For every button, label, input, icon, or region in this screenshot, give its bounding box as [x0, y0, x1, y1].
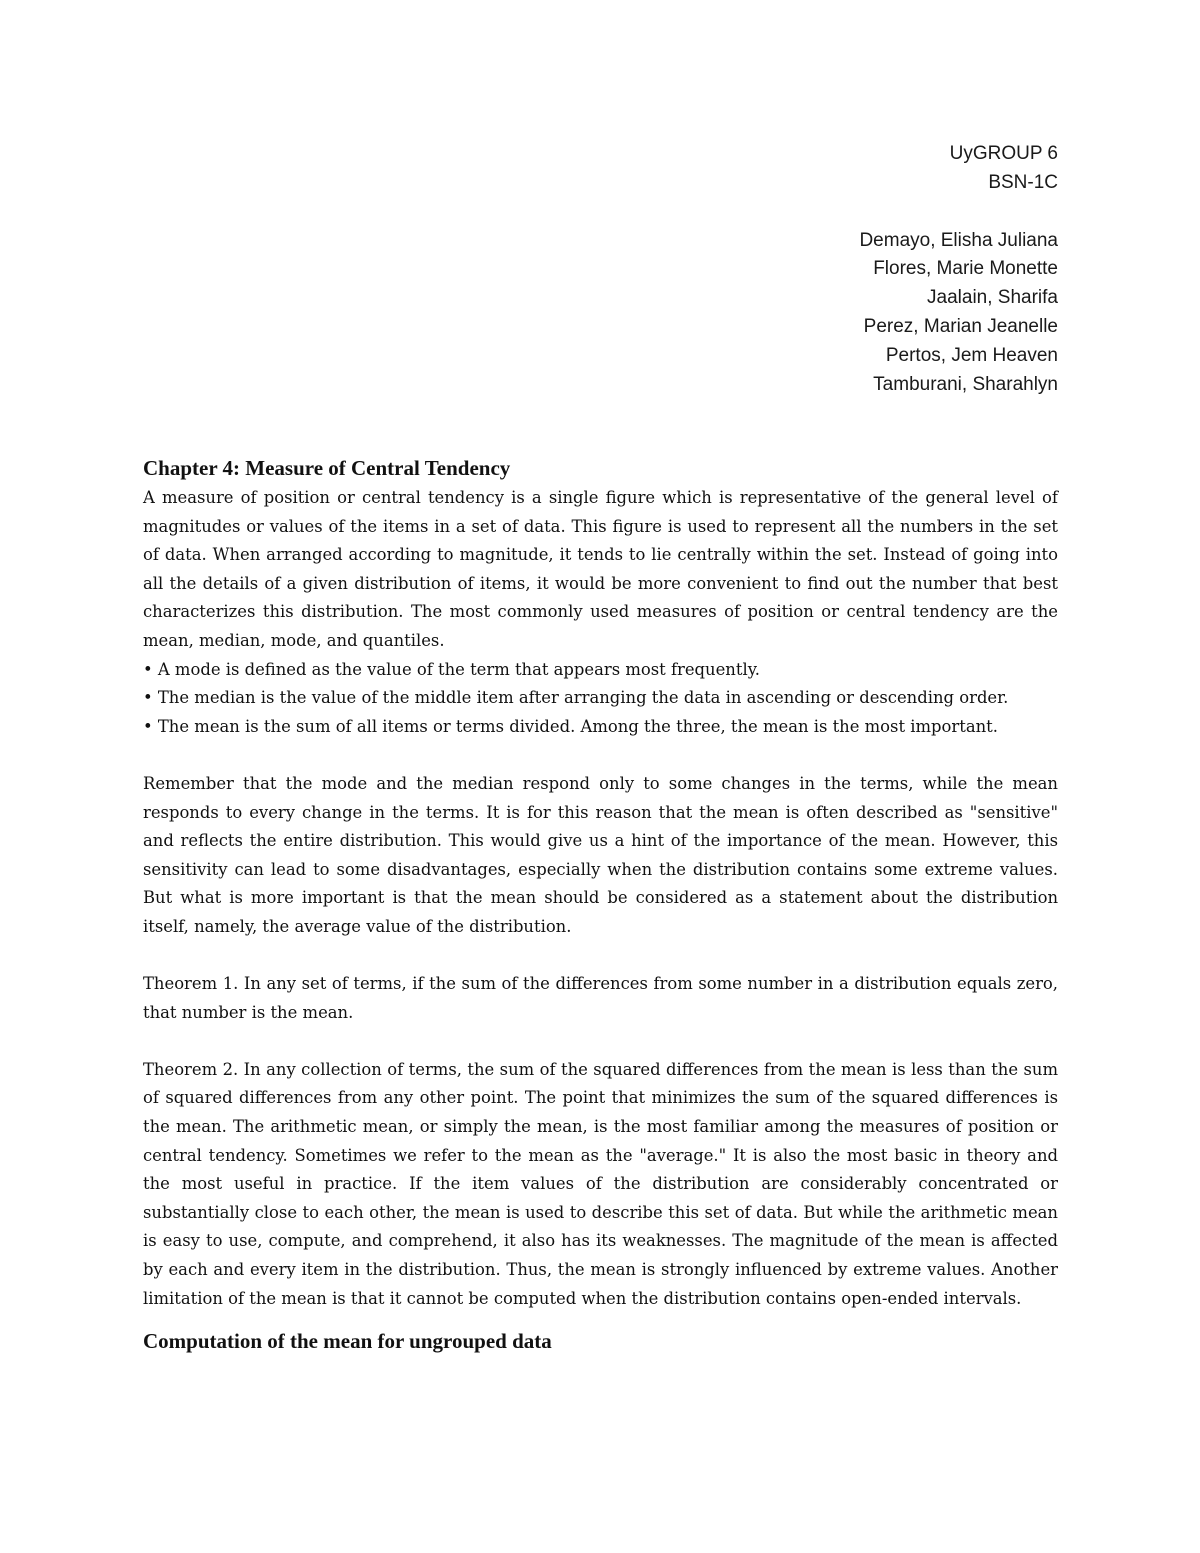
group-name: UyGROUP 6 [949, 143, 1058, 164]
member-name: Demayo, Elisha Juliana [859, 229, 1058, 251]
document-body [143, 452, 1058, 1356]
bullet-median: • The median is the value of the middle item after arranging the data in ascending or descending order. [143, 688, 1009, 708]
member-name: Jaalain, Sharifa [927, 287, 1058, 309]
member-name: Perez, Marian Jeanelle [863, 315, 1058, 337]
chapter-title: Chapter 4: Measure of Central Tendency [143, 456, 511, 480]
paragraph-gap [143, 1027, 1058, 1056]
section-title: Computation of the mean for ungrouped data [143, 1329, 552, 1354]
paragraph-gap [143, 741, 1058, 770]
header-gap [859, 198, 1058, 227]
bullet-mean: • The mean is the sum of all items or terms divided. Among the three, the mean is the most important. [143, 716, 998, 736]
theorem-1-paragraph: Theorem 1. In any set of terms, if the sum of the differences from some number in a distribution equals zero, that number is the mean. [143, 974, 1058, 1022]
member-name: Pertos, Jem Heaven [885, 344, 1058, 366]
remember-paragraph: Remember that the mode and the median respond only to some changes in the terms, while the mean responds to every change in the terms. It is for this reason that the mean is often described as "sensitive" and reflects the entire distribution. This would give us a hint of the importance of the mean. However, this sensitivity can lead to some disadvantages, especially when the distribution contains some extreme values. But what is more important is that the mean should be considered as a statement about the distribution itself, namely, the average value of the distribution. [143, 773, 1058, 936]
bullet-mode: • A mode is defined as the value of the term that appears most frequently. [143, 659, 760, 679]
member-name: Tamburani, Sharahlyn [873, 373, 1058, 395]
intro-paragraph: A measure of position or central tendency is a single figure which is representative of the general level of magnitudes or values of the items in a set of data. This figure is used to represent all the numbers in the set of data. When arranged according to magnitude, it tends to lie centrally within the set. Instead of going into all the details of a given distribution of items, it would be more convenient to find out the number that best characterizes this distribution. The most commonly used measures of position or central tendency are the mean, median, mode, and quantiles. [143, 488, 1058, 650]
theorem-2-paragraph: Theorem 2. In any collection of terms, the sum of the squared differences from the mean is less than the sum of squared differences from any other point. The point that minimizes the sum of the squared differences is the mean. The arithmetic mean, or simply the mean, is the most familiar among the measures of position or central tendency. Sometimes we refer to the mean as the "average." It is also the most basic in theory and the most useful in practice. If the item values of the distribution are considerably concentrated or substantially close to each other, the mean is used to describe this set of data. But while the arithmetic mean is easy to use, compute, and comprehend, it also has its weaknesses. The magnitude of the mean is affected by each and every item in the distribution. Thus, the mean is strongly influenced by extreme values. Another limitation of the mean is that it cannot be computed when the distribution contains open-ended intervals. [143, 1059, 1058, 1308]
member-name: Flores, Marie Monette [873, 258, 1058, 280]
class-section: BSN-1C [988, 171, 1058, 193]
author-header [859, 140, 1058, 399]
paragraph-gap [143, 942, 1058, 971]
